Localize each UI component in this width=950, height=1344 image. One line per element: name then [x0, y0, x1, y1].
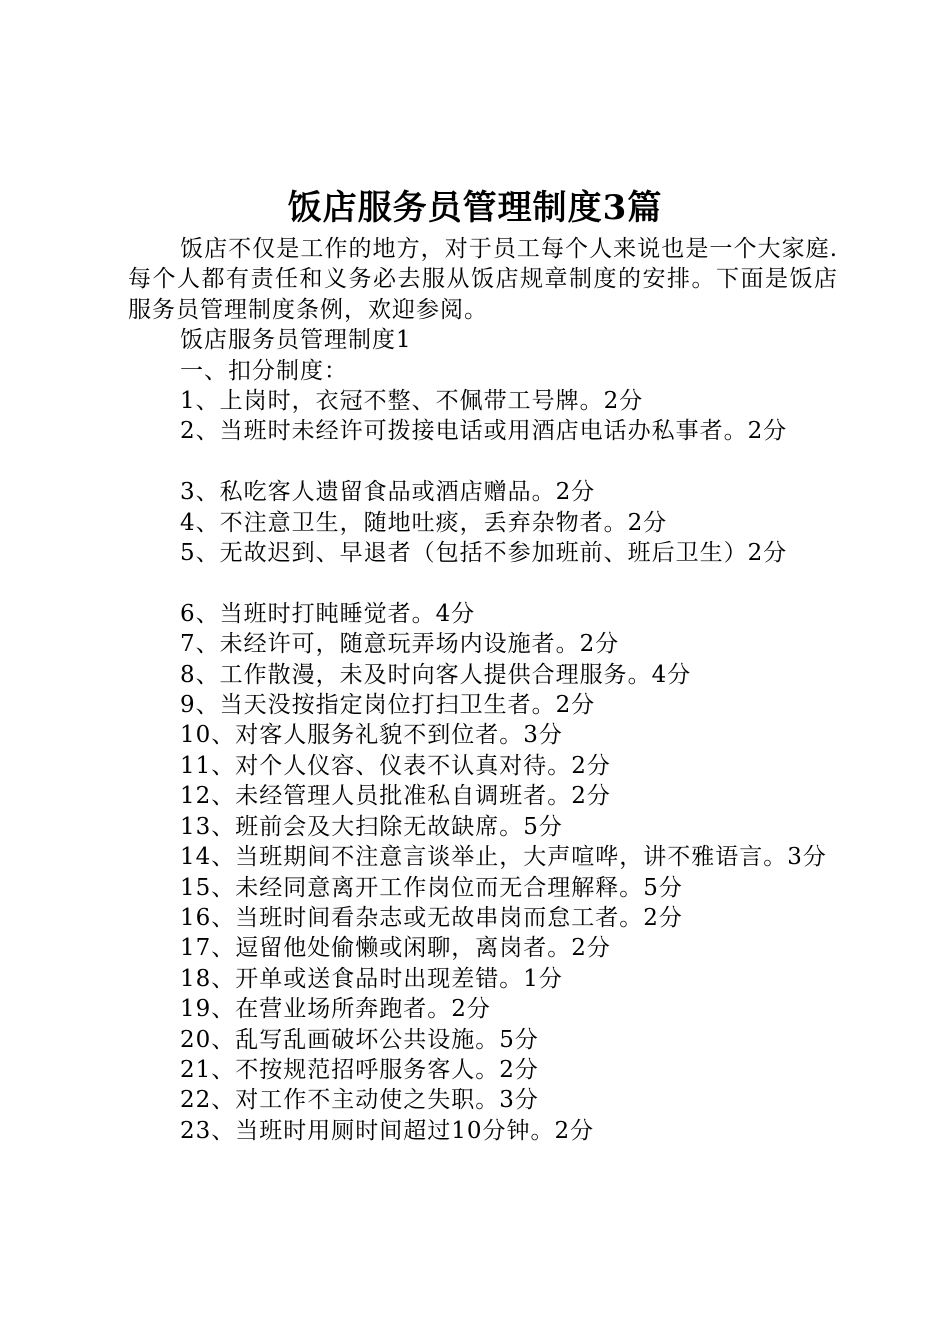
- list-item: 2、当班时未经许可拨接电话或用酒店电话办私事者。2分: [180, 418, 788, 445]
- intro-paragraph: 饭店不仅是工作的地方，对于员工每个人来说也是一个大家庭.每个人都有责任和义务必去服从饭店规章制度的安排。下面是饭店服务员管理制度条例，欢迎参阅。: [128, 236, 838, 323]
- subsection-heading: 一、扣分制度：: [180, 357, 348, 384]
- list-item: 1、上岗时，衣冠不整、不佩带工号牌。2分: [180, 388, 644, 415]
- list-item: 5、无故迟到、早退者（包括不参加班前、班后卫生）2分: [180, 540, 788, 567]
- list-item: 21、不按规范招呼服务客人。2分: [180, 1056, 539, 1083]
- list-item: 8、工作散漫，未及时向客人提供合理服务。4分: [180, 661, 692, 688]
- list-item: 20、乱写乱画破坏公共设施。5分: [180, 1026, 539, 1053]
- list-item: 7、未经许可，随意玩弄场内设施者。2分: [180, 631, 620, 658]
- list-item: 14、当班期间不注意言谈举止，大声喧哗，讲不雅语言。3分: [180, 844, 827, 871]
- list-item: 12、未经管理人员批准私自调班者。2分: [180, 783, 611, 810]
- list-item: 6、当班时打盹睡觉者。4分: [180, 600, 476, 627]
- document-title: 饭店服务员管理制度3篇: [287, 188, 663, 228]
- list-item: 16、当班时间看杂志或无故串岗而怠工者。2分: [180, 904, 683, 931]
- list-item: 19、在营业场所奔跑者。2分: [180, 996, 491, 1023]
- list-item: 13、班前会及大扫除无故缺席。5分: [180, 813, 563, 840]
- list-item: 23、当班时用厕时间超过10分钟。2分: [180, 1117, 595, 1144]
- list-item: 22、对工作不主动使之失职。3分: [180, 1087, 539, 1114]
- blank-line: [128, 447, 838, 477]
- list-item: 18、开单或送食品时出现差错。1分: [180, 965, 563, 992]
- list-item: 11、对个人仪容、仪表不认真对待。2分: [180, 752, 611, 779]
- list-item: 17、逗留他处偷懒或闲聊，离岗者。2分: [180, 935, 611, 962]
- list-item: 3、私吃客人遗留食品或酒店赠品。2分: [180, 479, 596, 506]
- list-item: 15、未经同意离开工作岗位而无合理解释。5分: [180, 874, 683, 901]
- blank-line: [128, 568, 838, 598]
- document-body: [128, 234, 838, 1146]
- list-item: 10、对客人服务礼貌不到位者。3分: [180, 722, 563, 749]
- list-item: 9、当天没按指定岗位打扫卫生者。2分: [180, 692, 596, 719]
- list-item: 4、不注意卫生，随地吐痰，丢弃杂物者。2分: [180, 509, 668, 536]
- section-heading: 饭店服务员管理制度1: [180, 327, 412, 354]
